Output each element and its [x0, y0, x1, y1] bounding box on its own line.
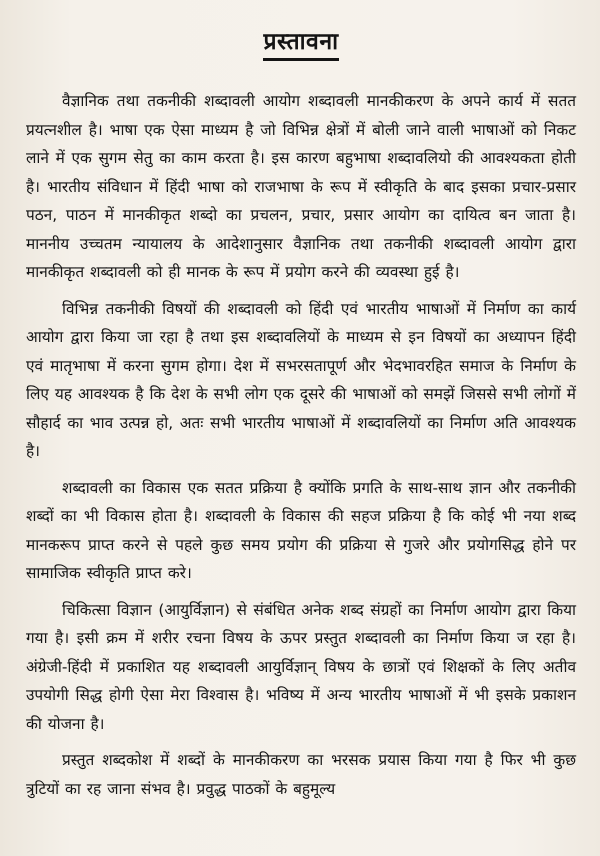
paragraph-2: विभिन्न तकनीकी विषयों की शब्दावली को हिंदी एवं भारतीय भाषाओं में निर्माण का कार्य आयोग द्वारा किया जा रहा है तथा इस शब्दावलियों के माध्यम से इन विषयों का अध्यापन हिंदी एवं मातृभाषा में करना सुगम होगा। देश में सभरसतापूर्ण और भेदभावरहित समाज के निर्माण के लिए यह आवश्यक है कि देश के सभी लोग एक दूसरे की भाषाओं को समझें जिससे सभी लोगों में सौहार्द का भाव उत्पन्न हो, अतः सभी भारतीय भाषाओं में शब्दावलियों का निर्माण अति आवश्यक है।	[26, 299, 576, 460]
paragraph-4: चिकित्सा विज्ञान (आयुर्विज्ञान) से संबंधित अनेक शब्द संग्रहों का निर्माण आयोग द्वारा किया गया है। इसी क्रम में शरीर रचना विषय के ऊपर प्रस्तुत शब्दावली का निर्माण किया ज रहा है। अंग्रेजी-हिंदी में प्रकाशित यह शब्दावली आयुर्विज्ञान् विषय के छात्रों एवं शिक्षकों के लिए अतीव उपयोगी सिद्ध होगी ऐसा मेरा विश्वास है। भविष्य में अन्य भारतीय भाषाओं में भी इसके प्रकाशन की योजना है।	[26, 600, 576, 733]
page-title: प्रस्तावना	[263, 24, 338, 61]
paragraph-3: शब्दावली का विकास एक सतत प्रक्रिया है क्योंकि प्रगति के साथ-साथ ज्ञान और तकनीकी शब्दों का भी विकास होता है। शब्दावली के विकास की सहज प्रक्रिया है कि कोई भी नया शब्द मानकरूप प्राप्त करने से पहले कुछ समय प्रयोग की प्रक्रिया से गुजरे और प्रयोगसिद्ध होने पर सामाजिक स्वीकृति प्राप्त करे।	[26, 478, 576, 582]
title-wrap	[26, 24, 576, 61]
paragraph-5: प्रस्तुत शब्दकोश में शब्दों के मानकीकरण का भरसक प्रयास किया गया है फिर भी कुछ त्रुटियों का रह जाना संभव है। प्रवुद्ध पाठकों के बहुमूल्य	[26, 751, 576, 798]
paragraph-1: वैज्ञानिक तथा तकनीकी शब्दावली आयोग शब्दावली मानकीकरण के अपने कार्य में सतत प्रयत्नशील है। भाषा एक ऐसा माध्यम है जो विभिन्न क्षेत्रों में बोली जाने वाली भाषाओं को निकट लाने में एक सुगम सेतु का काम करता है। इस कारण बहुभाषा शब्दावलियो की आवश्यकता होती है। भारतीय संविधान में हिंदी भाषा को राजभाषा के रूप में स्वीकृति के बाद इसका प्रचार-प्रसार पठन, पाठन में मानकीकृत शब्दो का प्रचलन, प्रचार, प्रसार आयोग का दायित्व बन जाता है। माननीय उच्चतम न्यायालय के आदेशानुसार वैज्ञानिक तथा तकनीकी शब्दावली आयोग द्वारा मानकीकृत शब्दावली को ही मानक के रूप में प्रयोग करने की व्यवस्था हुई है।	[26, 92, 576, 281]
